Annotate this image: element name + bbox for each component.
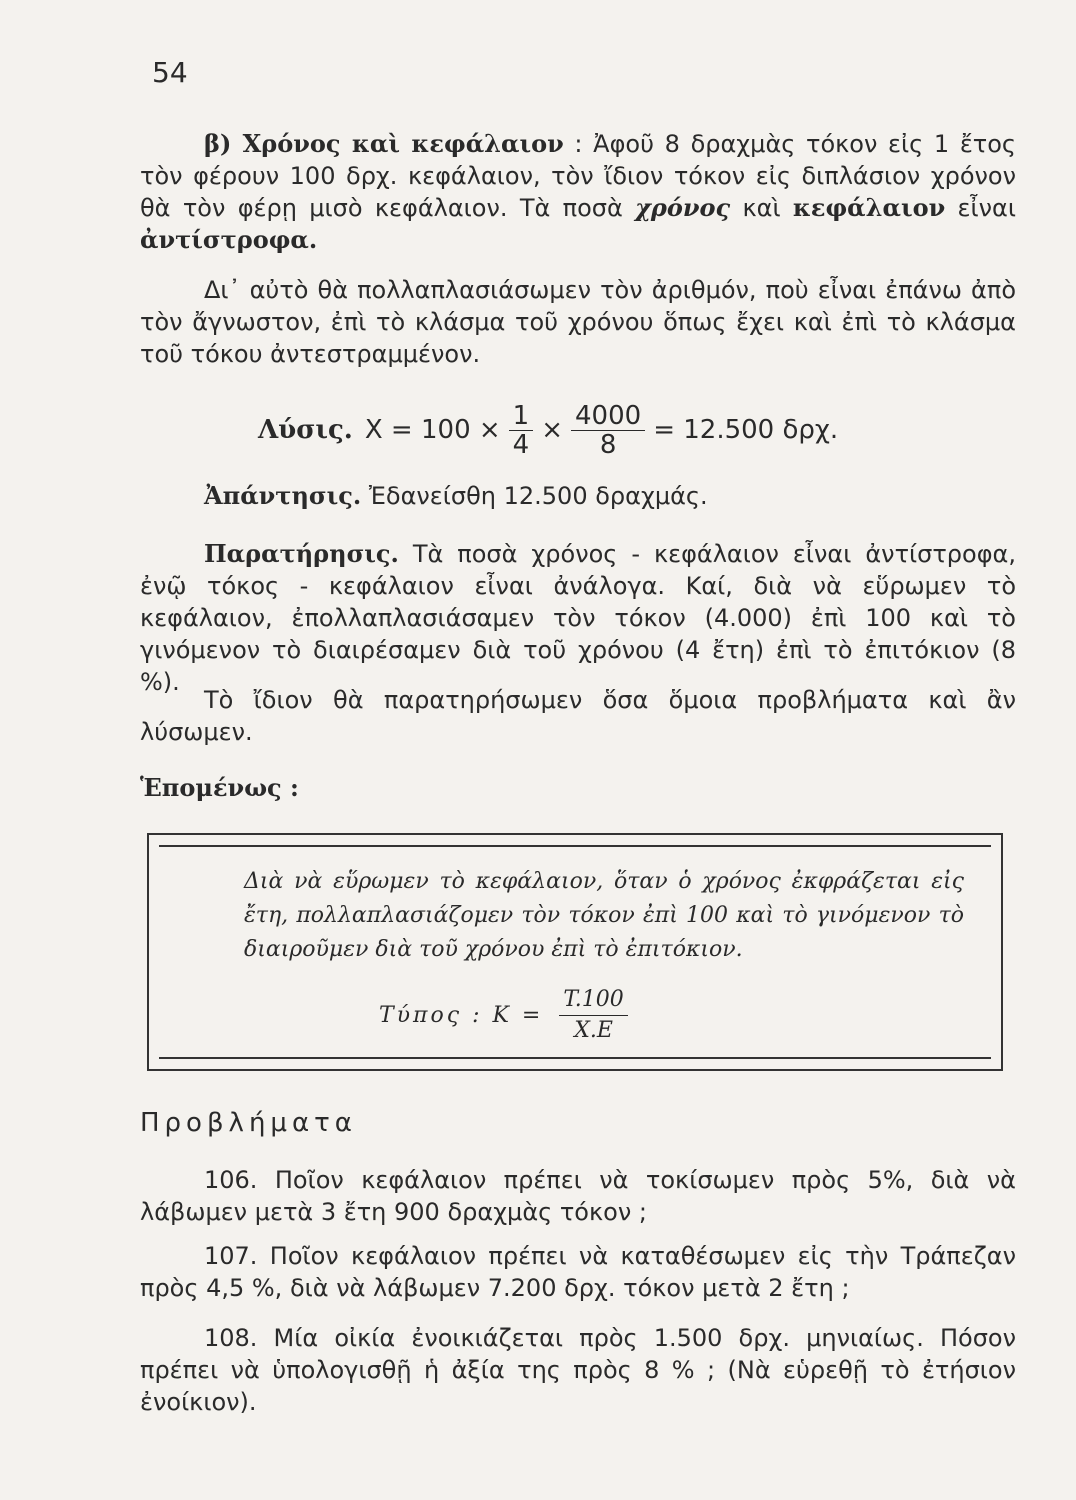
problems-heading: Προβλήματα — [140, 1108, 357, 1138]
problem-107: 107. Ποῖον κεφάλαιον πρέπει νὰ καταθέσωμεν εἰς τὴν Τράπεζαν πρὸς 4,5 %, διὰ νὰ λάβωμεν 7.200 δρχ. τόκον μετὰ 2 ἔτη ; — [140, 1242, 1016, 1302]
page-number: 54 — [152, 56, 188, 89]
paragraph-heading: β) Χρόνος καὶ κεφάλαιον — [204, 129, 564, 158]
box-top-rule — [159, 845, 991, 847]
remark-label: Παρατήρησις. — [204, 539, 399, 568]
box-bottom-rule — [159, 1057, 991, 1059]
remark-paragraph: Παρατήρησις. Τὰ ποσὰ χρόνος - κεφάλαιον εἶναι ἀντίστροφα, ἐνῷ τόκος - κεφάλαιον εἶναι ἀνάλογα. Καί, διὰ νὰ εὕρωμεν τὸ κεφάλαιον, ἐπολλαπλασιάσαμεν τὸν τόκον (4.000) ἐπὶ 100 καὶ τὸ γινόμενον τὸ διαιρέσαμεν διὰ τοῦ χρόνου (4 ἔτη) ἐπὶ τὸ ἐπιτόκιον (8 %). — [140, 539, 1016, 696]
rule-box — [147, 833, 1003, 1071]
answer-line: Ἀπάντησις. Ἐδανείσθη 12.500 δραχμάς. — [204, 481, 708, 510]
term-capital: κεφάλαιον — [792, 193, 946, 222]
equation-rhs: = 12.500 δρχ. — [653, 415, 839, 445]
solution-label: Λύσις. — [258, 415, 353, 445]
formula-fraction: $\frac{T.100}{X.E}$ — [559, 985, 627, 1046]
problem-108: 108. Μία οἰκία ἐνοικιάζεται πρὸς 1.500 δρχ. μηνιαίως. Πόσον πρέπει νὰ ὑπολογισθῇ ἡ ἀξία της πρὸς 8 % ; (Νὰ εὑρεθῇ τὸ ἐτήσιον ἐνοίκιον). — [140, 1324, 1016, 1416]
paragraph-explanation: Δι᾽ αὐτὸ θὰ πολλαπλασιάσωμεν τὸν ἀριθμόν, ποὺ εἶναι ἐπάνω ἀπὸ τὸν ἄγνωστον, ἐπὶ τὸ κλάσμα τοῦ χρόνου ὅπως ἔχει καὶ ἐπὶ τὸ κλάσμα τοῦ τόκου ἀντεστραμμένον. — [140, 276, 1016, 368]
solution-equation: Λύσις. X = 100 × $\frac{1}{4}$ × $\frac{4000}{8}$ = 12.500 δρχ. — [258, 400, 839, 460]
remark-continuation: Τὸ ἴδιον θὰ παρατηρήσωμεν ὅσα ὅμοια προβλήματα καὶ ἂν λύσωμεν. — [140, 686, 1016, 746]
rule-statement: Διὰ νὰ εὕρωμεν τὸ κεφάλαιον, ὅταν ὁ χρόνος ἐκφράζεται εἰς ἔτη, πολλαπλασιάζομεν τὸν τόκον ἐπὶ 100 καὶ τὸ γινόμενον τὸ διαιροῦμεν διὰ τοῦ χρόνου ἐπὶ τὸ ἐπιτόκιον. — [244, 869, 964, 962]
therefore-heading: Ἑπομένως : — [140, 773, 299, 802]
term-time: χρόνος — [635, 193, 731, 222]
equation-lhs: X = 100 × — [364, 415, 501, 445]
problem-106: 106. Ποῖον κεφάλαιον πρέπει νὰ τοκίσωμεν πρὸς 5%, διὰ νὰ λάβωμεν μετὰ 3 ἔτη 900 δραχμὰς τόκον ; — [140, 1166, 1016, 1226]
fraction-interest: $\frac{4000}{8}$ — [571, 402, 645, 459]
term-inverse: ἀντίστροφα. — [140, 225, 318, 254]
formula-label: Τύπος : K = — [379, 1003, 544, 1028]
capital-formula — [379, 985, 636, 1046]
paragraph-time-capital: β) Χρόνος καὶ κεφάλαιον : Ἀφοῦ 8 δραχμὰς τόκον εἰς 1 ἔτος τὸν φέρουν 100 δρχ. κεφάλαιον, τὸν ἴδιον τόκον εἰς διπλάσιον χρόνον θὰ τὸν φέρῃ μισὸ κεφάλαιον. Τὰ ποσὰ χρόνος καὶ κεφάλαιον εἶναι ἀντίστροφα. — [140, 129, 1017, 254]
answer-label: Ἀπάντησις. — [204, 481, 362, 510]
fraction-time: $\frac{1}{4}$ — [509, 402, 534, 459]
